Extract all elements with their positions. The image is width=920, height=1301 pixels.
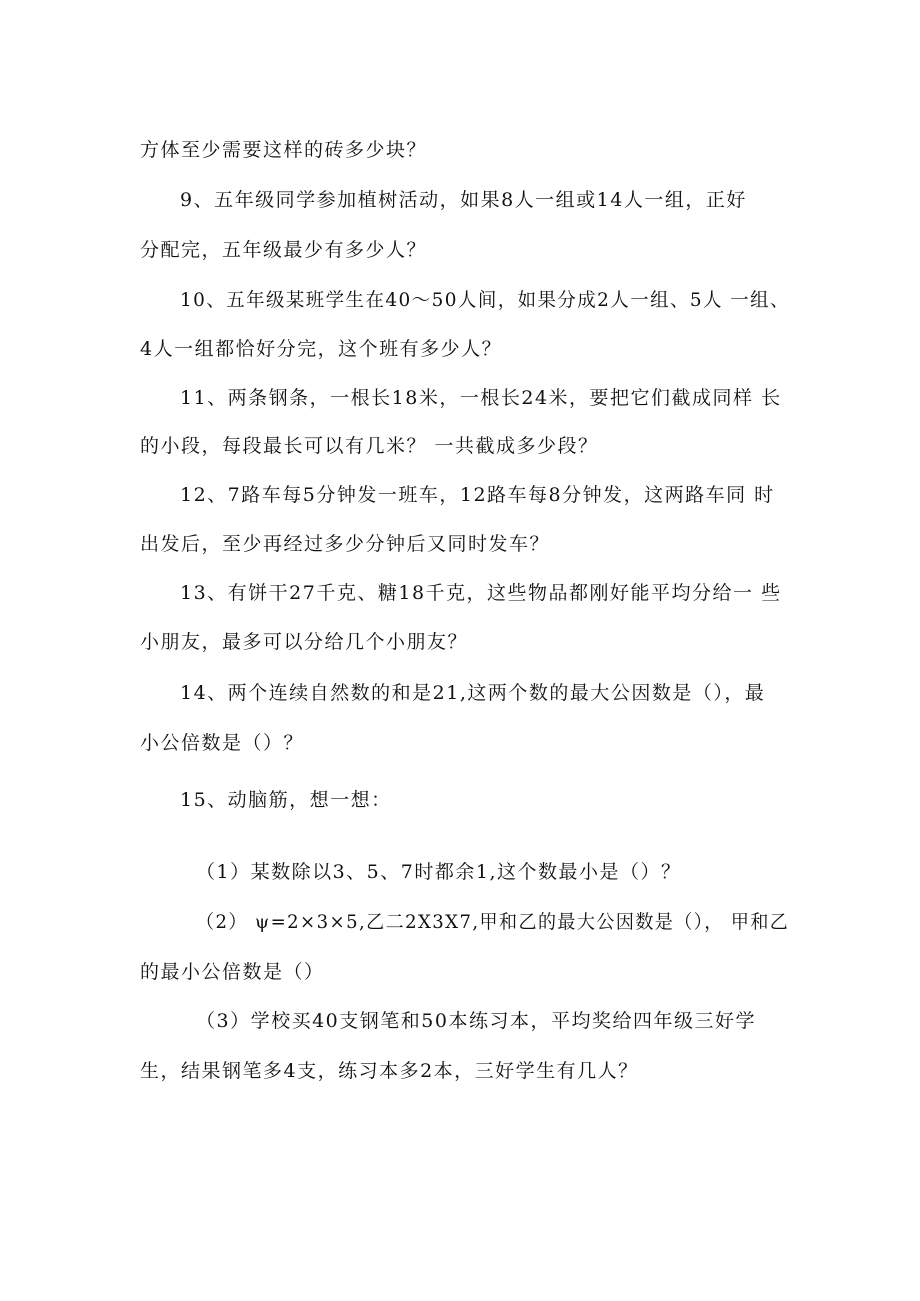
question-12-line-1: 12、7路车每5分钟发一班车，12路车每8分钟发，这两路车同 时 [180, 484, 775, 506]
question-9-line-1: 9、五年级同学参加植树活动，如果8人一组或14人一组，正好 [180, 189, 747, 211]
question-12-line-2: 出发后，至少再经过多少分钟后又同时发车？ [140, 533, 551, 555]
question-10-line-2: 4人一组都恰好分完，这个班有多少人？ [140, 338, 503, 360]
question-10-line-1: 10、五年级某班学生在40～50人间，如果分成2人一组、5人 一组、 [180, 289, 790, 311]
question-11-line-1: 11、两条钢条，一根长18米，一根长24米，要把它们截成同样 长 [180, 387, 782, 409]
question-15-part-2-line-2: 的最小公倍数是（） [140, 961, 325, 983]
text-line: 方体至少需要这样的砖多少块？ [140, 139, 428, 161]
question-15-part-3-line-2: 生，结果钢笔多4支，练习本多2本，三好学生有几人？ [140, 1060, 639, 1082]
question-14-line-1: 14、两个连续自然数的和是21,这两个数的最大公因数是（），最 [180, 682, 766, 704]
question-15-heading: 15、动脑筋，想一想： [180, 789, 392, 811]
question-13-line-2: 小朋友，最多可以分给几个小朋友？ [140, 631, 469, 653]
question-13-line-1: 13、有饼干27千克、糖18千克，这些物品都刚好能平均分给一 些 [180, 582, 782, 604]
question-14-line-2: 小公倍数是（）？ [140, 732, 305, 754]
question-15-part-3-line-1: （3）学校买40支钢笔和50本练习本，平均奖给四年级三好学 [196, 1010, 756, 1032]
question-11-line-2: 的小段，每段最长可以有几米？ 一共截成多少段？ [140, 435, 599, 457]
question-9-line-2: 分配完，五年级最少有多少人？ [140, 239, 428, 261]
question-15-part-2-line-1: （2） ψ=2×3×5,乙二2X3X7,甲和乙的最大公因数是（）， 甲和乙 [196, 911, 790, 933]
question-15-part-1: （1）某数除以3、5、7时都余1,这个数最小是（）？ [196, 861, 682, 883]
